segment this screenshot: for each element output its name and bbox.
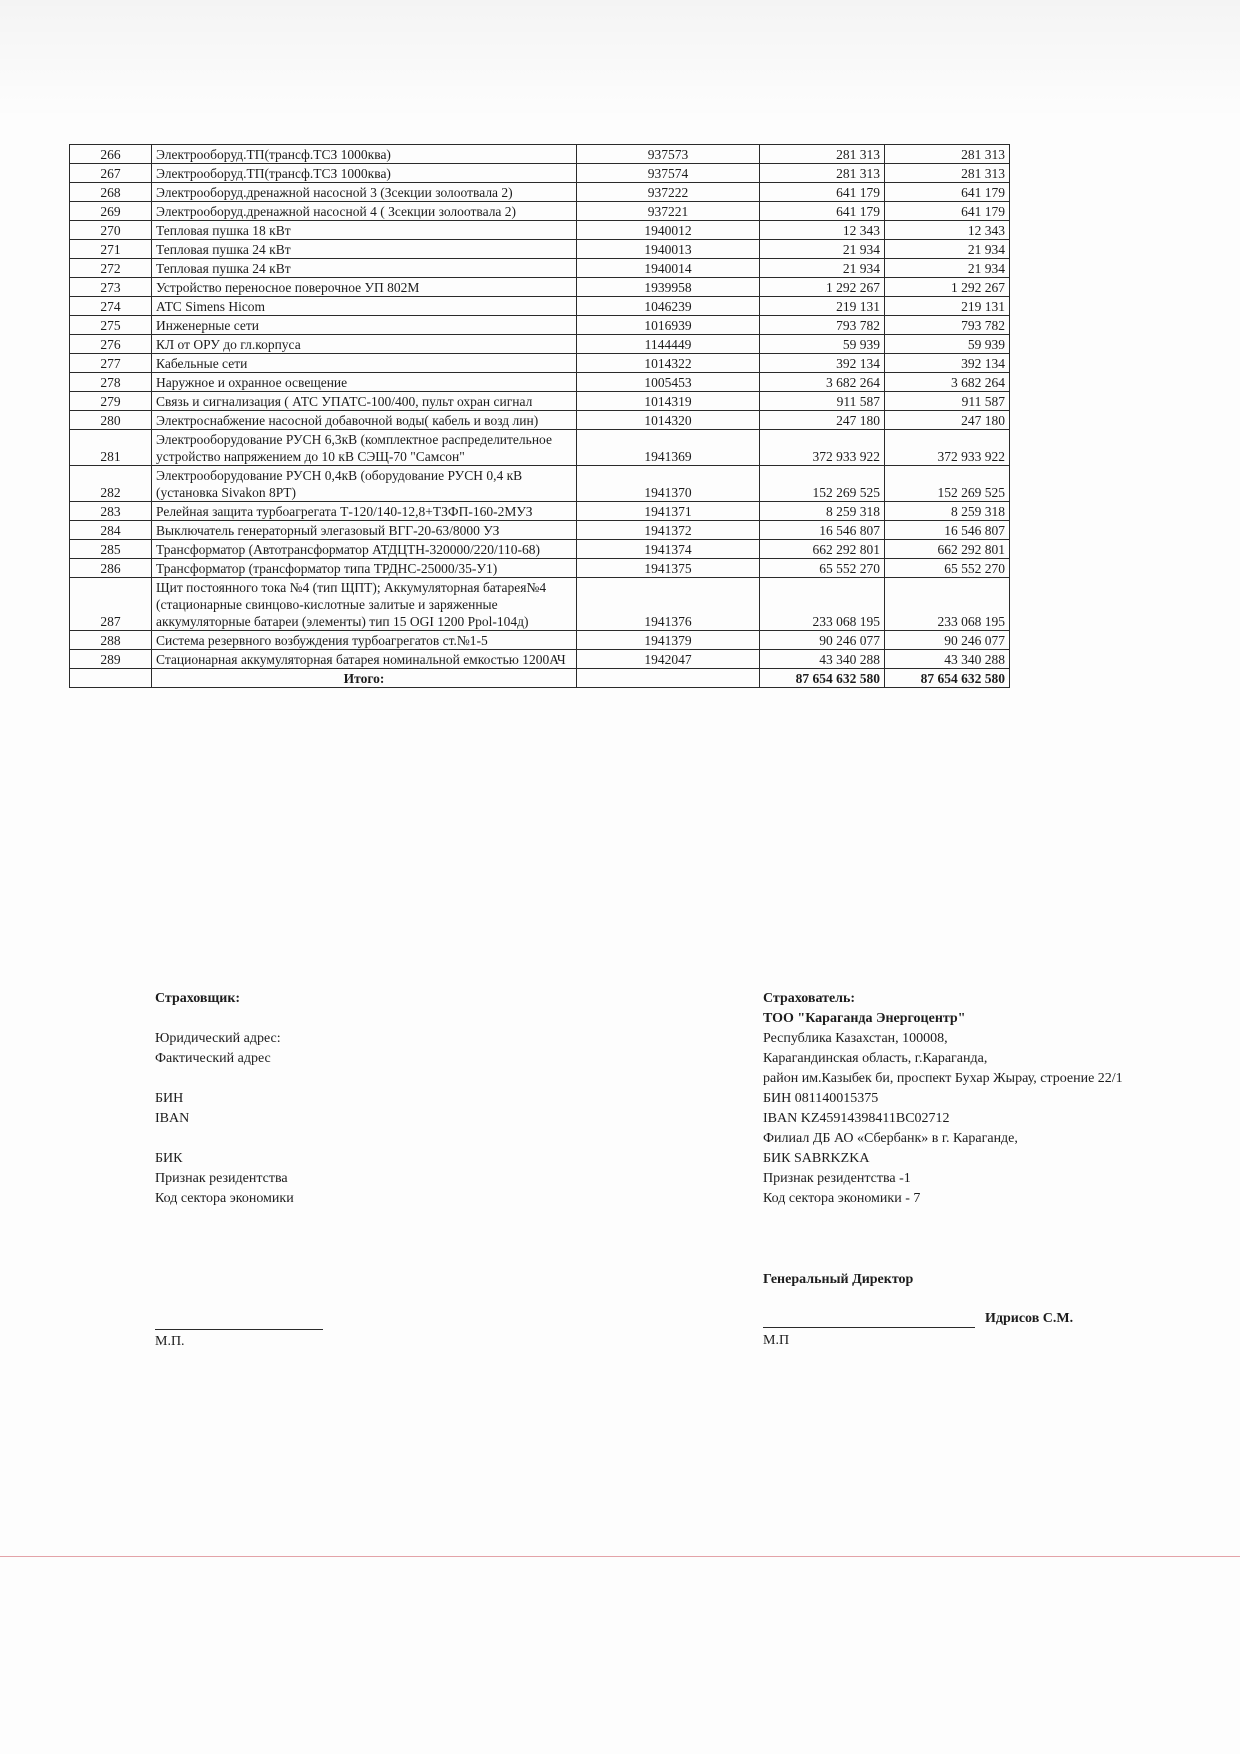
book-value: 793 782 [760, 316, 885, 335]
book-value: 65 552 270 [760, 559, 885, 578]
insured-stamp-label: М.П [763, 1333, 790, 1348]
insured-value: 43 340 288 [885, 650, 1010, 669]
inventory-number: 937222 [577, 183, 760, 202]
inventory-number: 937574 [577, 164, 760, 183]
row-number: 289 [70, 650, 152, 669]
book-value: 641 179 [760, 202, 885, 221]
insured-value: 219 131 [885, 297, 1010, 316]
row-number: 286 [70, 559, 152, 578]
insured-sector: Код сектора экономики - 7 [763, 1191, 921, 1206]
inventory-number: 1941376 [577, 578, 760, 631]
book-value: 3 682 264 [760, 373, 885, 392]
item-name: Наружное и охранное освещение [152, 373, 577, 392]
inventory-number: 1941371 [577, 502, 760, 521]
page-edge-line [0, 1556, 1240, 1557]
scan-shade [0, 0, 1240, 120]
table-row [70, 466, 1010, 502]
row-number: 288 [70, 631, 152, 650]
insurer-signature-line [155, 1329, 323, 1330]
row-number: 272 [70, 259, 152, 278]
row-number: 270 [70, 221, 152, 240]
insurer-residency: Признак резидентства [155, 1171, 288, 1186]
inventory-number: 1940014 [577, 259, 760, 278]
insured-value: 233 068 195 [885, 578, 1010, 631]
row-number: 277 [70, 354, 152, 373]
table-row [70, 578, 1010, 631]
table-row [70, 164, 1010, 183]
item-name: Выключатель генераторный элегазовый ВГГ-20-63/8000 УЗ [152, 521, 577, 540]
table-row [70, 335, 1010, 354]
insured-residency: Признак резидентства -1 [763, 1171, 911, 1186]
inventory-number: 1941374 [577, 540, 760, 559]
book-value: 21 934 [760, 259, 885, 278]
row-number: 276 [70, 335, 152, 354]
item-name: Электрооборуд.дренажной насосной 4 ( Зсекции золоотвала 2) [152, 202, 577, 221]
table-row [70, 259, 1010, 278]
book-value: 8 259 318 [760, 502, 885, 521]
table-row [70, 202, 1010, 221]
insurer-legal-address: Юридический адрес: [155, 1031, 281, 1046]
asset-table [69, 144, 1010, 688]
inventory-number: 1016939 [577, 316, 760, 335]
book-value: 233 068 195 [760, 578, 885, 631]
item-name: Электрооборуд.дренажной насосной 3 (Зсекции золоотвала 2) [152, 183, 577, 202]
insured-value: 281 313 [885, 164, 1010, 183]
item-name: Электроснабжение насосной добавочной воды( кабель и возд лин) [152, 411, 577, 430]
book-value: 911 587 [760, 392, 885, 411]
insurer-iban: IBAN [155, 1111, 190, 1126]
table-row [70, 650, 1010, 669]
row-number: 284 [70, 521, 152, 540]
book-value: 641 179 [760, 183, 885, 202]
inventory-number: 1941375 [577, 559, 760, 578]
insured-value: 16 546 807 [885, 521, 1010, 540]
row-number: 268 [70, 183, 152, 202]
book-value: 21 934 [760, 240, 885, 259]
insured-bik: БИК SABRKZKA [763, 1151, 870, 1166]
insured-value: 662 292 801 [885, 540, 1010, 559]
inventory-number: 1014322 [577, 354, 760, 373]
book-value: 281 313 [760, 145, 885, 164]
table-row [70, 354, 1010, 373]
item-name: Электрооборудование РУСН 6,3кВ (комплектное распределительное устройство напряжением до 10 кВ СЭЩ-70 "Самсон" [152, 430, 577, 466]
inventory-number: 1005453 [577, 373, 760, 392]
table-row [70, 297, 1010, 316]
insured-value: 793 782 [885, 316, 1010, 335]
row-number: 271 [70, 240, 152, 259]
insured-value: 65 552 270 [885, 559, 1010, 578]
insured-signatory: Идрисов С.М. [985, 1311, 1074, 1326]
row-number: 278 [70, 373, 152, 392]
table-row [70, 221, 1010, 240]
item-name: Электрооборуд.ТП(трансф.ТСЗ 1000ква) [152, 145, 577, 164]
table-row [70, 145, 1010, 164]
insured-address-line: Карагандинская область, г.Караганда, [763, 1051, 988, 1066]
insured-value: 21 934 [885, 240, 1010, 259]
insured-title: Страхователь: [763, 991, 856, 1006]
insured-value: 641 179 [885, 202, 1010, 221]
item-name: Кабельные сети [152, 354, 577, 373]
insurer-bin: БИН [155, 1091, 184, 1106]
insurer-actual-address: Фактический адрес [155, 1051, 271, 1066]
insured-value: 641 179 [885, 183, 1010, 202]
inventory-number: 1014319 [577, 392, 760, 411]
inventory-number: 1939958 [577, 278, 760, 297]
item-name: Щит постоянного тока №4 (тип ЩПТ); Аккумуляторная батарея№4 (стационарные свинцово-кислотные залитые и заряженные аккумуляторные батареи (элементы) тип 15 OGI 1200 Ppol-104д) [152, 578, 577, 631]
insured-value: 152 269 525 [885, 466, 1010, 502]
insured-signature-line [763, 1327, 975, 1328]
item-name: Тепловая пушка 24 кВт [152, 240, 577, 259]
insured-address-line: Республика Казахстан, 100008, [763, 1031, 948, 1046]
inventory-number: 1941372 [577, 521, 760, 540]
table-row [70, 411, 1010, 430]
item-name: Стационарная аккумуляторная батарея номинальной емкостью 1200АЧ [152, 650, 577, 669]
book-value: 247 180 [760, 411, 885, 430]
total-empty-cell [70, 669, 152, 688]
inventory-number: 1940012 [577, 221, 760, 240]
inventory-number: 1144449 [577, 335, 760, 354]
row-number: 275 [70, 316, 152, 335]
item-name: Инженерные сети [152, 316, 577, 335]
book-value: 90 246 077 [760, 631, 885, 650]
insured-iban: IBAN KZ45914398411BC02712 [763, 1111, 950, 1126]
inventory-number: 1942047 [577, 650, 760, 669]
table-row [70, 430, 1010, 466]
book-value: 16 546 807 [760, 521, 885, 540]
item-name: Связь и сигнализация ( АТС УПАТС-100/400, пульт охран сигнал [152, 392, 577, 411]
book-value: 43 340 288 [760, 650, 885, 669]
insured-bin: БИН 081140015375 [763, 1091, 879, 1106]
inventory-number: 1014320 [577, 411, 760, 430]
total-insured-value: 87 654 632 580 [885, 669, 1010, 688]
item-name: Трансформатор (трансформатор типа ТРДНС-25000/35-У1) [152, 559, 577, 578]
book-value: 12 343 [760, 221, 885, 240]
item-name: Тепловая пушка 18 кВт [152, 221, 577, 240]
insured-value: 392 134 [885, 354, 1010, 373]
insured-position: Генеральный Директор [763, 1272, 914, 1287]
item-name: Электрооборудование РУСН 0,4кВ (оборудование РУСН 0,4 кВ (установка Sivakon 8PT) [152, 466, 577, 502]
book-value: 372 933 922 [760, 430, 885, 466]
item-name: Тепловая пушка 24 кВт [152, 259, 577, 278]
table-row [70, 278, 1010, 297]
item-name: Устройство переносное поверочное УП 802М [152, 278, 577, 297]
book-value: 219 131 [760, 297, 885, 316]
total-empty-cell [577, 669, 760, 688]
insurer-stamp-label: М.П. [155, 1334, 185, 1349]
table-row [70, 502, 1010, 521]
book-value: 59 939 [760, 335, 885, 354]
row-number: 273 [70, 278, 152, 297]
item-name: Трансформатор (Автотрансформатор АТДЦТН-320000/220/110-68) [152, 540, 577, 559]
row-number: 282 [70, 466, 152, 502]
row-number: 281 [70, 430, 152, 466]
insured-value: 911 587 [885, 392, 1010, 411]
table-row [70, 631, 1010, 650]
insured-value: 247 180 [885, 411, 1010, 430]
insured-value: 3 682 264 [885, 373, 1010, 392]
row-number: 280 [70, 411, 152, 430]
insured-company: ТОО "Караганда Энергоцентр" [763, 1011, 966, 1026]
item-name: Релейная защита турбоагрегата Т-120/140-12,8+ТЗФП-160-2МУЗ [152, 502, 577, 521]
row-number: 269 [70, 202, 152, 221]
row-number: 279 [70, 392, 152, 411]
inventory-number: 1046239 [577, 297, 760, 316]
row-number: 267 [70, 164, 152, 183]
item-name: Система резервного возбуждения турбоагрегатов ст.№1-5 [152, 631, 577, 650]
table-row [70, 559, 1010, 578]
total-label: Итого: [152, 669, 577, 688]
book-value: 392 134 [760, 354, 885, 373]
insurer-title: Страховщик: [155, 991, 241, 1006]
inventory-number: 937573 [577, 145, 760, 164]
row-number: 274 [70, 297, 152, 316]
inventory-number: 937221 [577, 202, 760, 221]
total-book-value: 87 654 632 580 [760, 669, 885, 688]
insured-value: 281 313 [885, 145, 1010, 164]
inventory-number: 1941379 [577, 631, 760, 650]
table-row [70, 183, 1010, 202]
item-name: АТС Simens Hicom [152, 297, 577, 316]
row-number: 287 [70, 578, 152, 631]
table-row [70, 392, 1010, 411]
row-number: 285 [70, 540, 152, 559]
insured-address-line: район им.Казыбек би, проспект Бухар Жырау, строение 22/1 [763, 1071, 1123, 1086]
total-row [70, 669, 1010, 688]
inventory-number: 1940013 [577, 240, 760, 259]
insured-value: 1 292 267 [885, 278, 1010, 297]
inventory-number: 1941369 [577, 430, 760, 466]
item-name: Электрооборуд.ТП(трансф.ТСЗ 1000ква) [152, 164, 577, 183]
table-row [70, 240, 1010, 259]
row-number: 283 [70, 502, 152, 521]
book-value: 281 313 [760, 164, 885, 183]
insured-value: 21 934 [885, 259, 1010, 278]
insurer-block [155, 989, 294, 1209]
insurer-bik: БИК [155, 1151, 183, 1166]
table-row [70, 316, 1010, 335]
insured-bank: Филиал ДБ АО «Сбербанк» в г. Караганде, [763, 1131, 1018, 1146]
item-name: КЛ от ОРУ до гл.корпуса [152, 335, 577, 354]
book-value: 152 269 525 [760, 466, 885, 502]
table-row [70, 540, 1010, 559]
table-row [70, 521, 1010, 540]
table-row [70, 373, 1010, 392]
insured-value: 59 939 [885, 335, 1010, 354]
inventory-number: 1941370 [577, 466, 760, 502]
book-value: 662 292 801 [760, 540, 885, 559]
insured-value: 12 343 [885, 221, 1010, 240]
insured-value: 372 933 922 [885, 430, 1010, 466]
insured-value: 8 259 318 [885, 502, 1010, 521]
row-number: 266 [70, 145, 152, 164]
insurer-sector: Код сектора экономики [155, 1191, 294, 1206]
insured-block [763, 989, 1123, 1209]
book-value: 1 292 267 [760, 278, 885, 297]
insured-value: 90 246 077 [885, 631, 1010, 650]
